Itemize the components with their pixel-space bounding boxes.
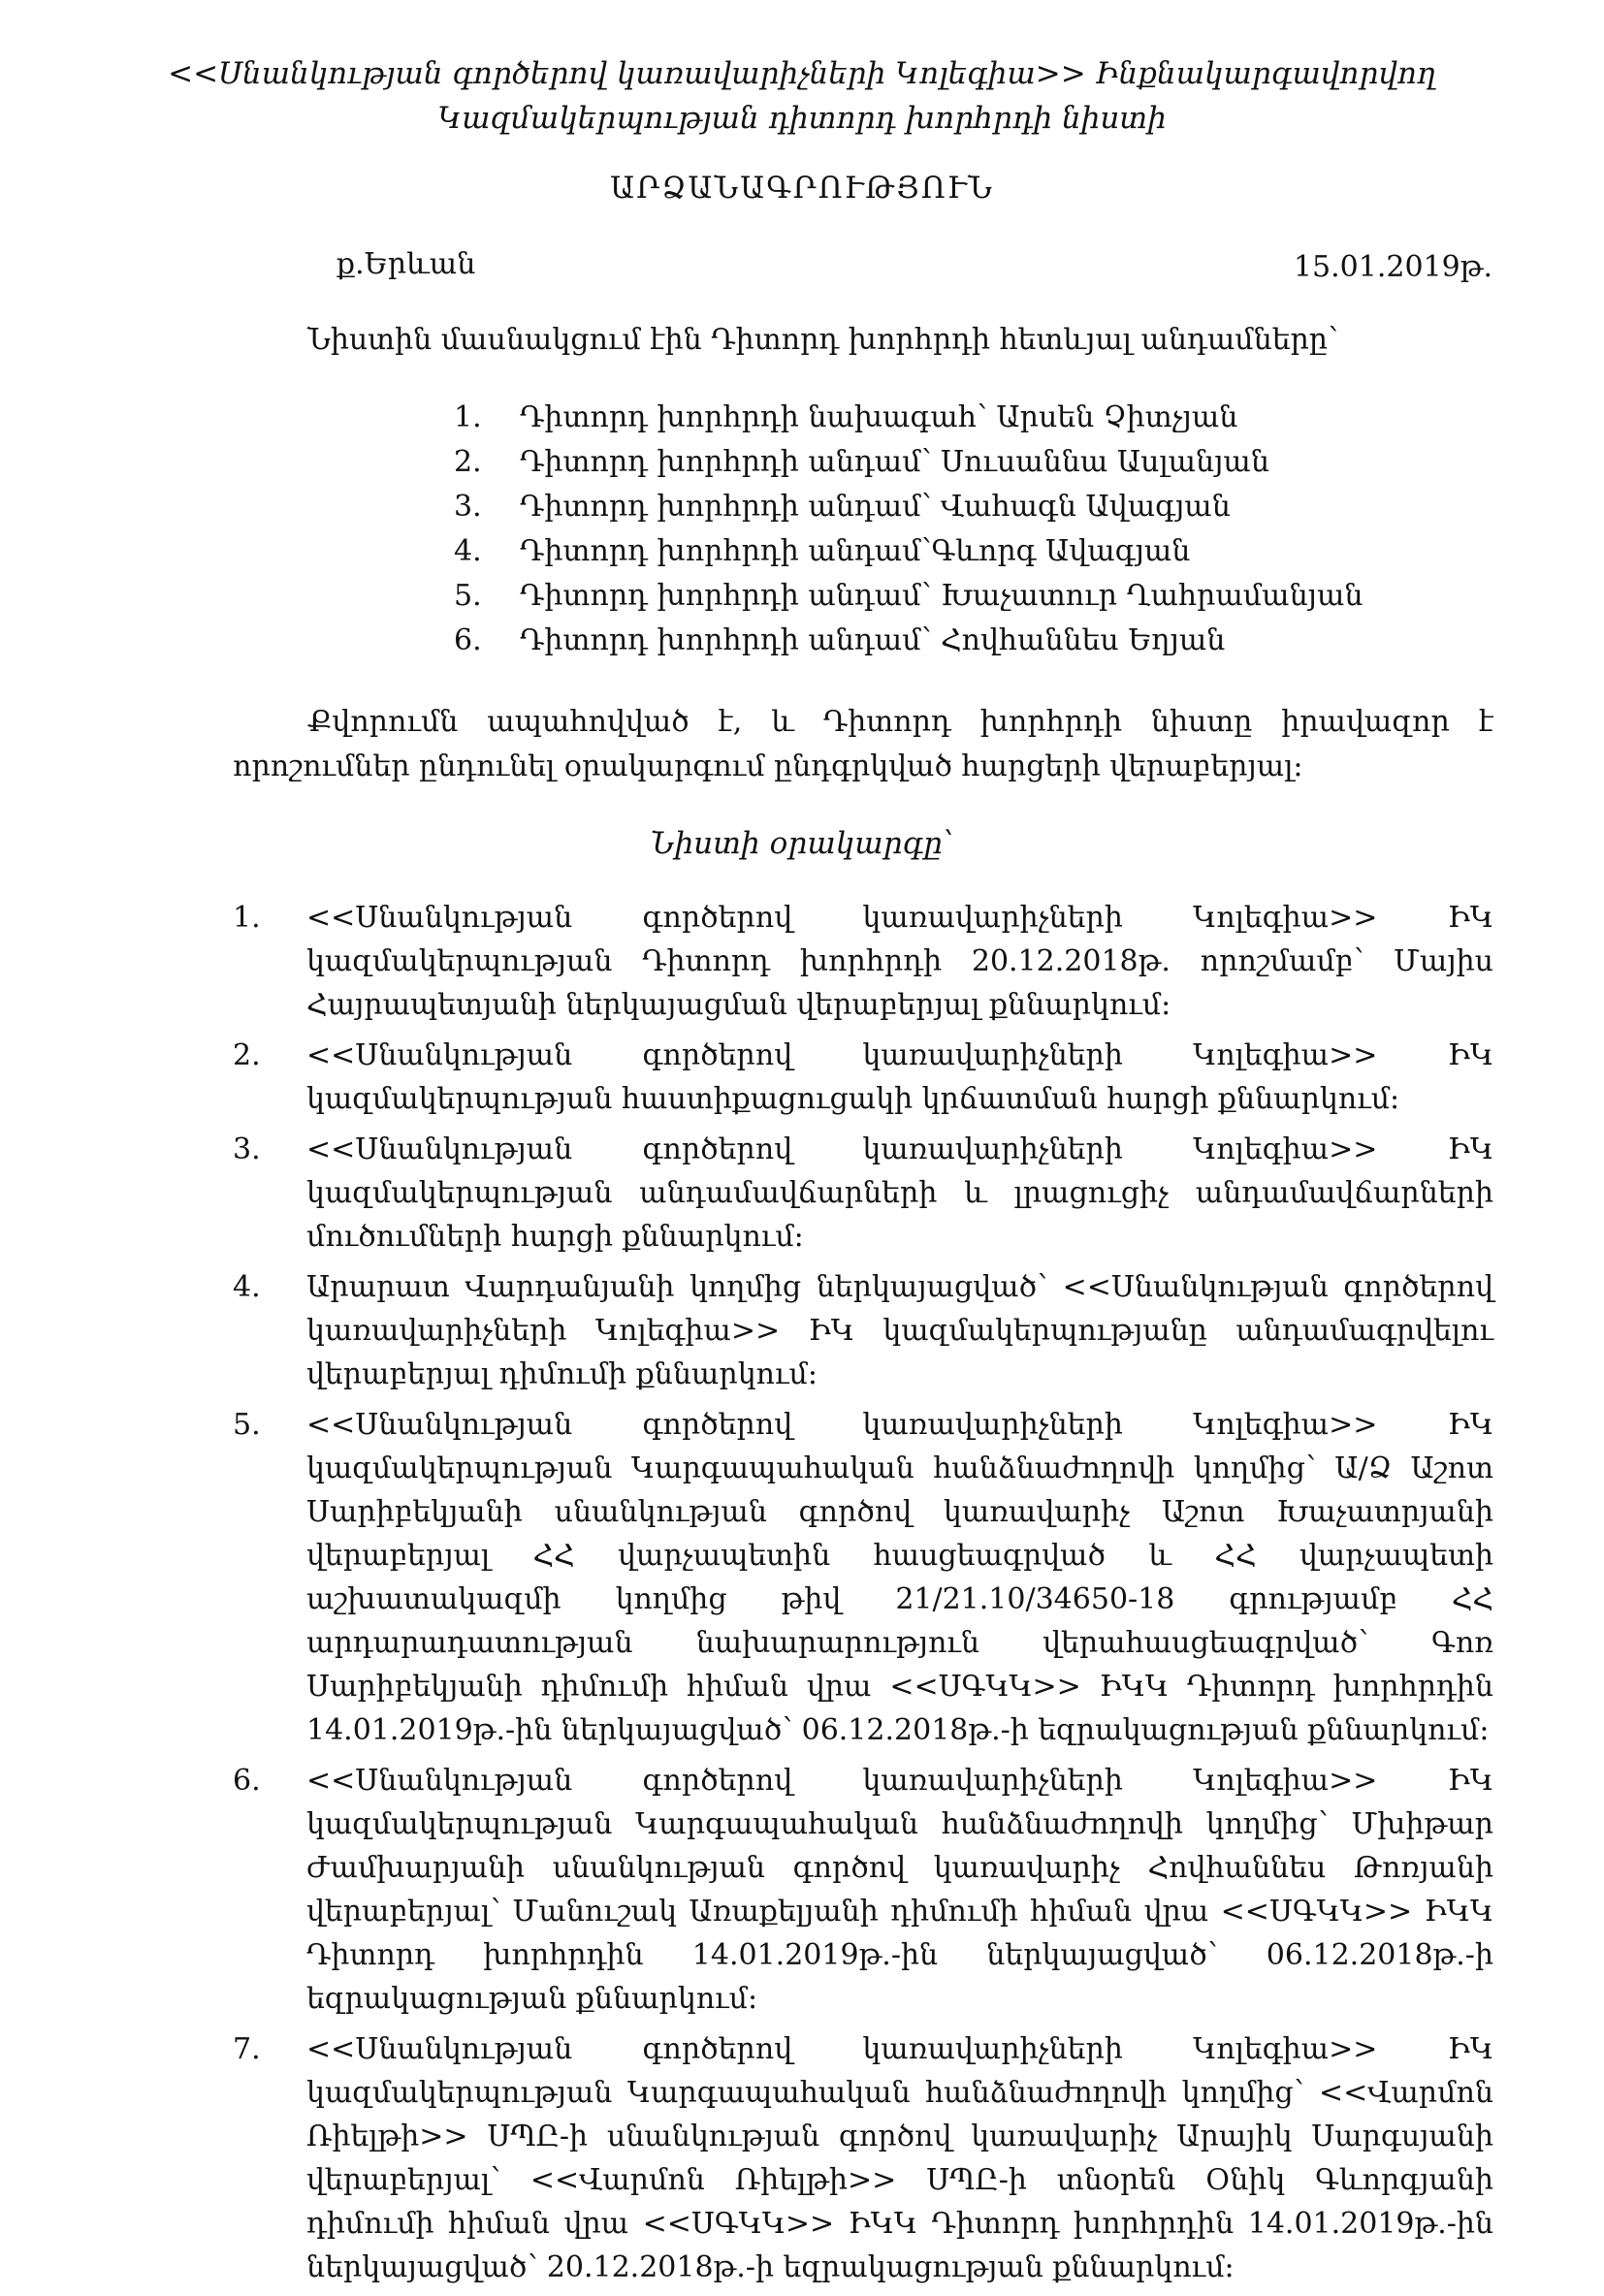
agenda-number: 6. [233, 1764, 261, 1798]
agenda-text: <<Սնանկության գործերով կառավարիչների Կոլեգիա>> ԻԿ կազմակերպության հաստիքացուցակի կրճատման հարցի քննարկում: [306, 1038, 1493, 1116]
header-line-2: Կազմակերպության դիտորդ խորհրդի նիստի [437, 101, 1167, 136]
quorum-paragraph: Քվորումն ապահովված է, և Դիտորդ խորհրդի նիստը իրավազոր է որոշումներ ընդունել օրակարգում ընդգրկված հարցերի վերաբերյալ: [233, 705, 1493, 783]
agenda-item [233, 1128, 1493, 1259]
member-number: 4. [454, 534, 482, 568]
member-item [454, 485, 1363, 529]
member-text: Դիտորդ խորհրդի անդամ՝ Հովհաննես Եղյան [520, 623, 1226, 657]
member-item [454, 396, 1363, 440]
member-text: Դիտորդ խորհրդի անդամ՝ Վահագն Ավագյան [520, 490, 1231, 524]
agenda-number: 3. [233, 1132, 261, 1166]
agenda-item [233, 2027, 1493, 2289]
agenda-number: 7. [233, 2032, 261, 2066]
attendees-intro: Նիստին մասնակցում էին Դիտորդ խորհրդի հետևյալ անդամները՝ [307, 323, 1338, 357]
member-number: 6. [454, 623, 482, 657]
agenda-text: <<Սնանկության գործերով կառավարիչների Կոլեգիա>> ԻԿ կազմակերպության անդամավճարների և լրացուցիչ անդամավճարների մուծումների հարցի քննարկում: [306, 1132, 1493, 1254]
agenda-list [233, 896, 1493, 2296]
agenda-item [233, 1034, 1493, 1121]
member-number: 2. [454, 445, 482, 479]
agenda-text: <<Սնանկության գործերով կառավարիչների Կոլեգիա>> ԻԿ կազմակերպության Կարգապահական հանձնաժողովի կողմից՝ Մխիթար Ժամխարյանի սնանկության գործով կառավարիչ Հովհաննես Թոռյանի վերաբերյալ՝ Մանուշակ Առաքելյանի դիմումի հիման վրա <<ՍԳԿԿ>> ԻԿԿ Դիտորդ խորհրդին 14.01.2019թ.-ին ներկայացված՝ 06.12.2018թ.-ի եզրակացության քննարկում: [306, 1764, 1493, 2016]
agenda-item [233, 1403, 1493, 1752]
members-list [454, 396, 1363, 663]
member-item [454, 619, 1363, 663]
agenda-title: Նիստի օրակարգը՝ [650, 826, 954, 861]
member-text: Դիտորդ խորհրդի նախագահ՝ Արսեն Չիտչյան [520, 400, 1238, 434]
agenda-item [233, 896, 1493, 1027]
member-text: Դիտորդ խորհրդի անդամ՝ Խաչատուր Ղահրամանյան [520, 579, 1363, 613]
agenda-number: 1. [233, 901, 261, 935]
agenda-text: <<Սնանկության գործերով կառավարիչների Կոլեգիա>> ԻԿ կազմակերպության Դիտորդ խորհրդի 20.12.2018թ. որոշմամբ՝ Մայիս Հայրապետյանի ներկայացման վերաբերյալ քննարկում: [306, 901, 1493, 1022]
agenda-number: 5. [233, 1408, 261, 1442]
city: ք.Երևան [337, 247, 476, 281]
agenda-text: <<Սնանկության գործերով կառավարիչների Կոլեգիա>> ԻԿ կազմակերպության Կարգապահական հանձնաժողովի կողմից՝ <<Վարմոն Ռիելթի>> ՍՊԸ-ի սնանկության գործով կառավարիչ Արայիկ Սարգսյանի վերաբերյալ՝ <<Վարմոն Ռիելթի>> ՍՊԸ-ի տնօրեն Օնիկ Գևորգյանի դիմումի հիման վրա <<ՍԳԿԿ>> ԻԿԿ Դիտորդ խորհրդին 14.01.2019թ.-ին ներկայացված՝ 20.12.2018թ.-ի եզրակացության քննարկում: [306, 2032, 1493, 2284]
header-line-1: <<Սնանկության գործերով կառավարիչների Կոլեգիա>> Ինքնակարգավորվող [168, 56, 1436, 91]
document-date: 15.01.2019թ. [1293, 250, 1492, 284]
agenda-item [233, 1759, 1493, 2021]
agenda-text: Արարատ Վարդանյանի կողմից ներկայացված՝ <<Սնանկության գործերով կառավարիչների Կոլեգիա>> ԻԿ կազմակերպությանը անդամագրվելու վերաբերյալ դիմումի քննարկում: [306, 1270, 1493, 1391]
agenda-number: 4. [233, 1270, 261, 1304]
member-number: 5. [454, 579, 482, 613]
member-item [454, 574, 1363, 619]
member-item [454, 529, 1363, 574]
member-text: Դիտորդ խորհրդի անդամ՝ Սուսաննա Ասլանյան [520, 445, 1269, 479]
member-text: Դիտորդ խորհրդի անդամ՝Գևորգ Ավագյան [520, 534, 1191, 568]
member-number: 3. [454, 490, 482, 524]
agenda-item [233, 1265, 1493, 1396]
member-item [454, 440, 1363, 485]
agenda-number: 2. [233, 1038, 261, 1072]
document-title: ԱՐՁԱՆԱԳՐՈՒԹՅՈՒՆ [610, 171, 994, 206]
agenda-text: <<Սնանկության գործերով կառավարիչների Կոլեգիա>> ԻԿ կազմակերպության Կարգապահական հանձնաժողովի կողմից՝ Ա/Ձ Աշոտ Սարիբեկյանի սնանկության գործով կառավարիչ Աշոտ Խաչատրյանի վերաբերյալ ՀՀ վարչապետին հասցեագրված և ՀՀ վարչապետի աշխատակազմի կողմից թիվ 21/21.10/34650-18 գրությամբ ՀՀ արդարադատության նախարարություն վերահասցեագրված՝ Գոռ Սարիբեկյանի դիմումի հիման վրա <<ՍԳԿԿ>> ԻԿԿ Դիտորդ խորհրդին 14.01.2019թ.-ին ներկայացված՝ 06.12.2018թ.-ի եզրակացության քննարկում: [306, 1408, 1493, 1747]
member-number: 1. [454, 400, 482, 434]
